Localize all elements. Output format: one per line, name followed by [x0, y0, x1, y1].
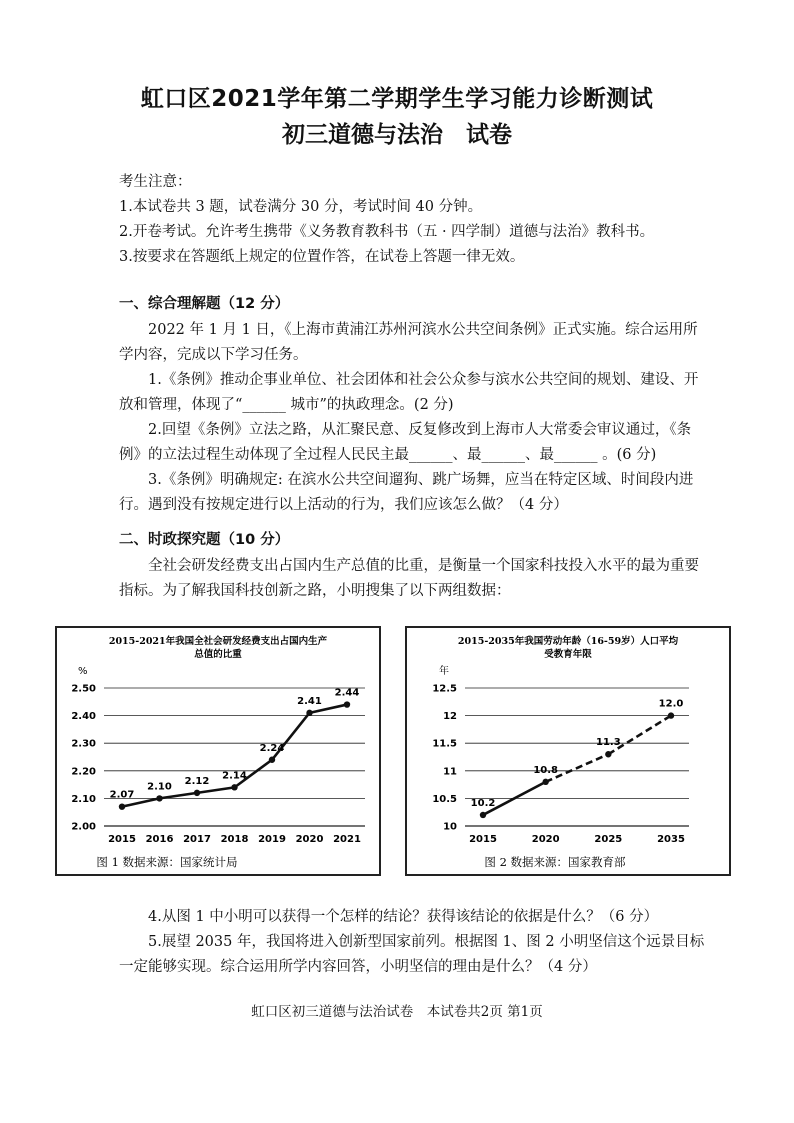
- data-label: 2.14: [222, 770, 247, 782]
- figure-caption: 图 2 数据来源：国家教育部: [484, 855, 626, 869]
- data-point: [605, 751, 611, 757]
- section2-heading: 二、时政探究题（10 分）: [119, 532, 290, 548]
- data-point: [542, 779, 548, 785]
- section1-text: 学内容，完成以下学习任务。: [119, 347, 308, 363]
- data-label: 11.3: [595, 737, 621, 749]
- x-tick-label: 2018: [220, 834, 249, 845]
- series-line-segment: [197, 787, 235, 793]
- y-tick-label: 10.5: [432, 793, 457, 805]
- figure-caption: 图 1 数据来源：国家统计局: [96, 855, 238, 869]
- data-point: [156, 795, 162, 801]
- x-tick-label: 2035: [657, 834, 685, 845]
- section2-text: 全社会研发经费支出占国内生产总值的比重，是衡量一个国家科技投入水平的最为重要: [119, 558, 699, 574]
- x-tick-label: 2025: [594, 834, 623, 845]
- x-tick-label: 2017: [183, 834, 211, 845]
- data-point: [306, 710, 312, 716]
- x-tick-label: 2016: [145, 834, 174, 845]
- chart-title: 2015-2035年我国劳动年龄（16-59岁）人口平均: [457, 636, 679, 647]
- x-tick-label: 2015: [469, 834, 497, 845]
- data-point: [194, 790, 200, 796]
- y-tick-label: 11.5: [432, 738, 457, 750]
- data-label: 10.2: [470, 797, 496, 809]
- data-point: [480, 812, 486, 818]
- question-1: 放和管理，体现了“______ 城市”的执政理念。(2 分): [119, 397, 454, 413]
- question-3: 3.《条例》明确规定: 在滨水公共空间遛狗、跳广场舞，应当在特定区域、时间段内进: [119, 472, 694, 488]
- y-tick-label: 2.50: [71, 683, 96, 695]
- y-tick-label: 11: [443, 766, 457, 778]
- chart-title: 2015-2021年我国全社会研发经费支出占国内生产: [108, 636, 328, 647]
- exam-subtitle: 初三道德与法治 试卷: [282, 122, 512, 148]
- section1-text: 2022 年 1 月 1 日，《上海市黄浦江苏州河滨水公共空间条例》正式实施。综合运用所: [119, 322, 698, 338]
- y-axis-unit: %: [78, 666, 88, 677]
- x-tick-label: 2020: [295, 834, 324, 845]
- data-label: 2.10: [147, 781, 172, 793]
- y-tick-label: 2.30: [71, 738, 96, 750]
- series-line-segment: [160, 793, 198, 799]
- question-4: 4.从图 1 中小明可以获得一个怎样的结论？获得该结论的依据是什么？（6 分）: [119, 909, 659, 925]
- section2-text: 指标。为了解我国科技创新之路，小明搜集了以下两组数据：: [119, 583, 511, 599]
- y-tick-label: 2.00: [71, 821, 96, 833]
- question-3: 行。遇到没有按规定进行以上活动的行为，我们应该怎么做？（4 分）: [119, 497, 568, 513]
- series-line-segment: [608, 716, 671, 755]
- section1-heading: 一、综合理解题（12 分）: [119, 296, 290, 312]
- notice-heading: 考生注意：: [119, 174, 192, 190]
- data-label: 2.07: [109, 789, 135, 801]
- notice-item: 3.按要求在答题纸上规定的位置作答，在试卷上答题一律无效。: [119, 249, 525, 265]
- figure-1: [55, 626, 381, 876]
- x-tick-label: 2019: [258, 834, 286, 845]
- data-point: [231, 784, 237, 790]
- data-point: [269, 757, 275, 763]
- question-5: 5.展望 2035 年，我国将进入创新型国家前列。根据图 1、图 2 小明坚信这个远景目标: [119, 934, 705, 950]
- chart-title: 受教育年限: [544, 649, 592, 660]
- data-point: [344, 701, 350, 707]
- data-label: 10.8: [533, 764, 559, 776]
- y-tick-label: 10: [443, 821, 457, 833]
- x-tick-label: 2020: [531, 834, 560, 845]
- notice-item: 2.开卷考试。允许考生携带《义务教育教科书（五 · 四学制）道德与法治》教科书。: [119, 224, 655, 240]
- data-label: 12.0: [658, 698, 684, 710]
- y-axis-unit: 年: [439, 666, 449, 677]
- question-2: 2.回望《条例》立法之路，从汇聚民意、反复修改到上海市人大常委会审议通过，《条: [119, 422, 692, 438]
- chart-rd-spending: [57, 628, 379, 874]
- notice-item: 1.本试卷共 3 题，试卷满分 30 分，考试时间 40 分钟。: [119, 199, 483, 215]
- y-tick-label: 12: [443, 711, 457, 723]
- data-label: 2.41: [297, 695, 322, 707]
- data-point: [668, 712, 674, 718]
- x-tick-label: 2021: [333, 834, 361, 845]
- data-label: 2.44: [334, 687, 360, 699]
- y-tick-label: 2.10: [71, 793, 96, 805]
- exam-title: 虹口区2021学年第二学期学生学习能力诊断测试: [140, 86, 654, 112]
- y-tick-label: 12.5: [432, 683, 457, 695]
- x-tick-label: 2015: [108, 834, 136, 845]
- chart-education-years: [407, 628, 729, 874]
- data-point: [119, 803, 125, 809]
- y-tick-label: 2.20: [71, 766, 96, 778]
- chart-title: 总值的比重: [194, 649, 242, 660]
- question-1: 1.《条例》推动企事业单位、社会团体和社会公众参与滨水公共空间的规划、建设、开: [119, 372, 699, 388]
- data-label: 2.12: [184, 775, 210, 787]
- figure-2: [405, 626, 731, 876]
- question-2: 例》的立法过程生动体现了全过程人民民主最______、最______、最______ 。(6 分): [119, 447, 657, 463]
- y-tick-label: 2.40: [71, 711, 96, 723]
- page-footer: 虹口区初三道德与法治试卷 本试卷共2页 第1页: [251, 1004, 543, 1020]
- question-5: 一定能够实现。综合运用所学内容回答，小明坚信的理由是什么？（4 分）: [119, 959, 597, 975]
- data-label: 2.24: [259, 742, 285, 754]
